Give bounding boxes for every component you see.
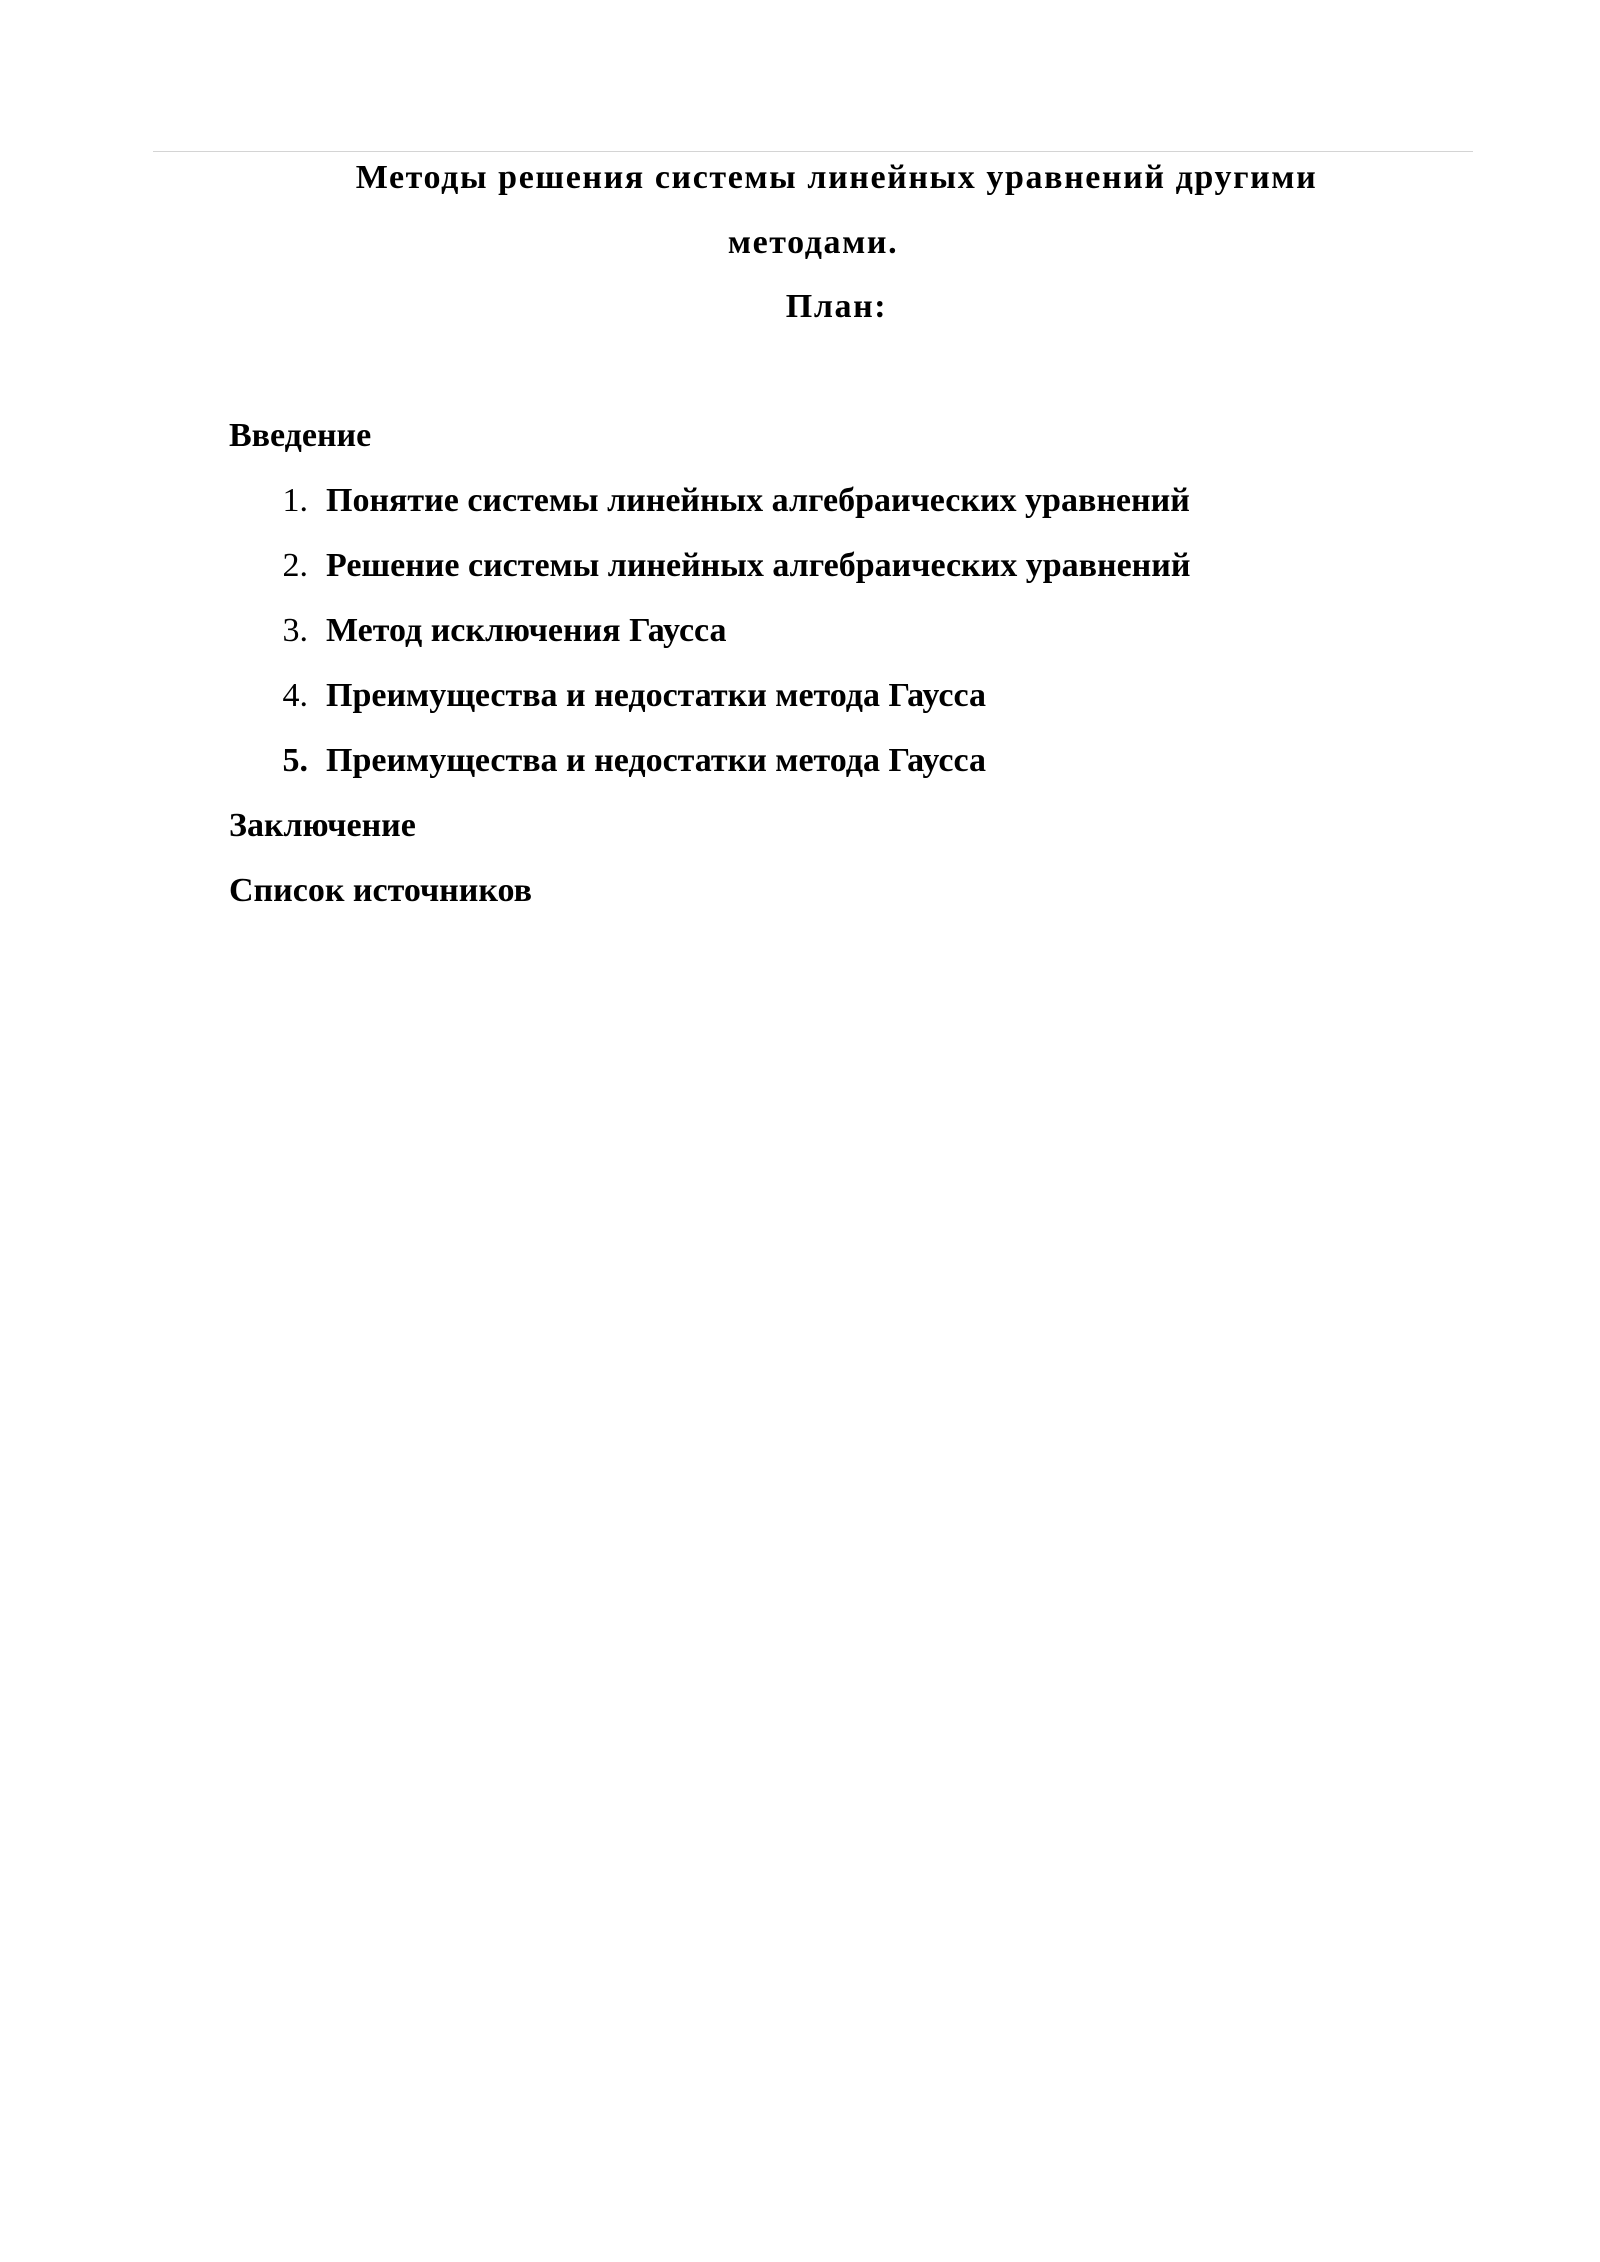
header-divider	[153, 151, 1473, 152]
list-item-label: Метод исключения Гаусса	[326, 612, 727, 649]
toc-sources: Список источников	[229, 872, 532, 909]
list-item-number: 3.	[282, 612, 308, 649]
toc-conclusion: Заключение	[229, 807, 416, 844]
list-item-number: 1.	[282, 482, 308, 519]
document-title-line-2: методами.	[727, 224, 899, 261]
list-item-label: Преимущества и недостатки метода Гаусса	[326, 677, 986, 714]
document-title-line-1: Методы решения системы линейных уравнений другими	[355, 159, 1318, 196]
plan-heading: План:	[785, 288, 888, 325]
list-item-label: Преимущества и недостатки метода Гаусса	[326, 742, 986, 779]
list-item-label: Решение системы линейных алгебраических уравнений	[326, 547, 1191, 584]
toc-introduction: Введение	[229, 417, 372, 454]
list-item-number: 2.	[282, 547, 308, 584]
list-item-number: 4.	[282, 677, 308, 714]
list-item-label: Понятие системы линейных алгебраических уравнений	[326, 482, 1190, 519]
list-item-number: 5.	[282, 742, 308, 779]
